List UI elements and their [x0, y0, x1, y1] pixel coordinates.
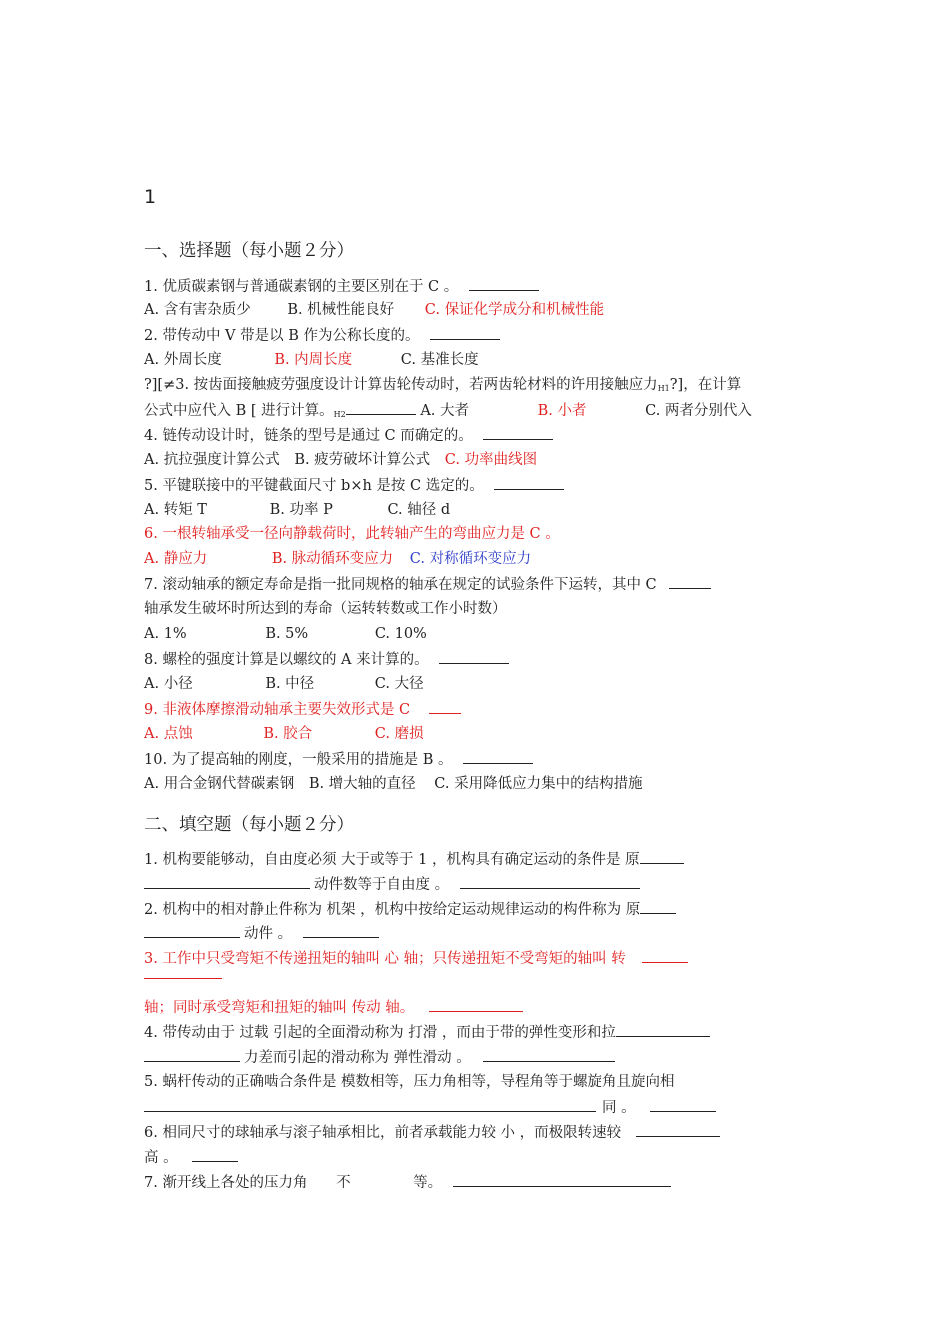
q10-text: 10. 为了提高轴的刚度，一般采用的措施是 B 。 — [144, 752, 453, 768]
choice-q8-options — [144, 674, 424, 694]
fill-section-title: 二、填空题（每小题２分） — [144, 815, 354, 835]
f3-text-1: 3. 工作中只受弯矩不传递扭矩的轴叫 心 轴；只传递扭矩不受弯矩的轴叫 转 — [144, 951, 626, 967]
q1-option-a: A. 含有害杂质少 — [144, 302, 251, 318]
q10-option-a: A. 用合金钢代替碳素钢 — [144, 776, 295, 792]
f1-blank-3 — [460, 874, 640, 889]
q9-option-c: C. 磨损 — [374, 726, 424, 742]
q7-blank — [669, 574, 711, 589]
q8-blank — [439, 649, 509, 664]
q7-text-1: 7. 滚动轴承的额定寿命是指一批同规格的轴承在规定的试验条件下运转，其中 C — [144, 577, 657, 593]
q5-option-b: B. 功率 P — [269, 502, 333, 518]
q2-option-a: A. 外周长度 — [144, 352, 222, 368]
f7-text-1: 7. 渐开线上各处的压力角 — [144, 1175, 308, 1191]
fill-q4-line2 — [144, 1047, 615, 1068]
f6-blank-1 — [636, 1122, 720, 1137]
q3-text-2: ?]，在计算 — [669, 377, 742, 393]
q5-option-a: A. 转矩 T — [144, 502, 207, 518]
q3-text-3: 公式中应代入 B [ 进行计算。 — [144, 403, 334, 419]
choice-q3-line1 — [144, 375, 741, 399]
f3-blank-2 — [144, 978, 222, 979]
fill-q5-line2 — [144, 1097, 716, 1118]
f4-blank-1 — [616, 1022, 710, 1037]
q1-option-b: B. 机械性能良好 — [287, 302, 395, 318]
choice-q7-line1 — [144, 574, 711, 595]
f4-blank-2 — [144, 1047, 240, 1062]
q6-option-b: B. 脉动循环变应力 — [271, 551, 394, 567]
choice-q5 — [144, 475, 564, 496]
f2-blank-3 — [303, 923, 379, 938]
fill-q6-line2 — [144, 1147, 238, 1168]
choice-q1-options — [144, 300, 604, 320]
q2-option-b: B. 内周长度 — [274, 352, 353, 368]
f1-text-1: 1. 机构要能够动，自由度必须 大于或等于 1 ，机构具有确定运动的条件是 原 — [144, 852, 640, 868]
f6-blank-2 — [192, 1147, 238, 1162]
f6-text-2: 高 。 — [144, 1150, 178, 1166]
choice-q3-line2 — [144, 400, 752, 425]
fill-q3-line1 — [144, 948, 688, 969]
f7-blank — [453, 1172, 671, 1187]
q3-blank — [346, 400, 416, 415]
fill-q4-line1 — [144, 1022, 710, 1043]
fill-q3-line2 — [144, 997, 523, 1018]
choice-q9 — [144, 699, 461, 720]
q3-option-a: A. 大者 — [420, 403, 470, 419]
q8-option-c: C. 大径 — [374, 676, 424, 692]
q8-option-b: B. 中径 — [265, 676, 315, 692]
f2-blank-2 — [144, 923, 240, 938]
q4-option-b: B. 疲劳破坏计算公式 — [294, 452, 431, 468]
choice-q10-options — [144, 774, 643, 794]
fill-q6-line1 — [144, 1122, 720, 1143]
q1-option-c: C. 保证化学成分和机械性能 — [424, 302, 605, 318]
fill-q2-line1 — [144, 899, 676, 920]
q9-option-a: A. 点蚀 — [144, 726, 193, 742]
f5-blank-2 — [650, 1097, 716, 1112]
fill-q1-line2 — [144, 874, 640, 895]
f7-text-3: 等。 — [413, 1175, 443, 1191]
q3-option-b: B. 小者 — [537, 403, 587, 419]
q9-blank — [429, 699, 461, 714]
f4-blank-3 — [483, 1047, 615, 1062]
q4-text: 4. 链传动设计时，链条的型号是通过 C 而确定的。 — [144, 428, 473, 444]
q1-blank — [469, 276, 539, 291]
fill-q2-line2 — [144, 923, 379, 944]
choice-q2 — [144, 325, 500, 346]
q5-text: 5. 平键联接中的平键截面尺寸 b×h 是按 C 选定的。 — [144, 478, 484, 494]
choice-q5-options — [144, 500, 450, 520]
q8-text: 8. 螺栓的强度计算是以螺纹的 A 来计算的。 — [144, 652, 429, 668]
q3-sub-h2: H2 — [333, 410, 346, 419]
f3-blank-1 — [642, 948, 688, 963]
choice-q1 — [144, 276, 539, 297]
q5-option-c: C. 轴径 d — [387, 502, 451, 518]
choice-q10 — [144, 749, 533, 770]
choice-q4 — [144, 425, 553, 446]
f5-text-2: 同 。 — [602, 1100, 636, 1116]
f2-text-1: 2. 机构中的相对静止件称为 机架 ，机构中按给定运动规律运动的构件称为 原 — [144, 902, 641, 918]
q6-text: 6. 一根转轴承受一径向静载荷时，此转轴产生的弯曲应力是 C 。 — [144, 526, 560, 542]
f3-blank-3 — [429, 997, 523, 1012]
q3-text-1: ?][≠3. 按齿面接触疲劳强度设计计算齿轮传动时，若两齿轮材料的许用接触应力 — [144, 377, 658, 393]
fill-q1-line1 — [144, 849, 684, 870]
q8-option-a: A. 小径 — [144, 676, 193, 692]
q10-blank — [463, 749, 533, 764]
q6-option-a: A. 静应力 — [144, 551, 208, 567]
q1-text: 1. 优质碳素钢与普通碳素钢的主要区别在于 C 。 — [144, 279, 459, 295]
q6-option-c: C. 对称循环变应力 — [409, 551, 532, 567]
choice-q9-options — [144, 724, 424, 744]
f5-text-1: 5. 蜗杆传动的正确啮合条件是 模数相等，压力角相等，导程角等于螺旋角且旋向相 — [144, 1074, 675, 1090]
q4-option-a: A. 抗拉强度计算公式 — [144, 452, 280, 468]
q2-option-c: C. 基准长度 — [400, 352, 479, 368]
choice-q6-options — [144, 549, 531, 569]
q9-text: 9. 非液体摩擦滑动轴承主要失效形式是 C — [144, 702, 411, 718]
q10-option-b: B. 增大轴的直径 — [308, 776, 416, 792]
choice-section-title: 一、选择题（每小题２分） — [144, 241, 354, 261]
choice-q6 — [144, 524, 560, 544]
f7-text-2: 不 — [336, 1175, 351, 1191]
q4-blank — [483, 425, 553, 440]
fill-q7 — [144, 1172, 671, 1193]
q9-option-b: B. 胶合 — [263, 726, 313, 742]
q3-option-c: C. 两者分别代入 — [645, 403, 752, 419]
f1-blank-1 — [640, 849, 684, 864]
choice-q4-options — [144, 450, 537, 470]
q2-blank — [430, 325, 500, 340]
q7-text-2: 轴承发生破坏时所达到的寿命（运转转数或工作小时数） — [144, 601, 507, 617]
f4-text-2: 力差而引起的滑动称为 弹性滑动 。 — [244, 1050, 471, 1066]
q7-option-a: A. 1% — [144, 626, 187, 642]
choice-q7-line2 — [144, 599, 507, 619]
q4-option-c: C. 功率曲线图 — [444, 452, 538, 468]
f3-text-2: 轴；同时承受弯矩和扭矩的轴叫 传动 轴。 — [144, 1000, 415, 1016]
q7-option-c: C. 10% — [374, 626, 427, 642]
choice-q8 — [144, 649, 509, 670]
q7-option-b: B. 5% — [265, 626, 309, 642]
f5-blank-1 — [144, 1097, 596, 1112]
choice-q7-options — [144, 624, 427, 644]
f4-text-1: 4. 带传动由于 过载 引起的全面滑动称为 打滑 ，而由于带的弹性变形和拉 — [144, 1025, 616, 1041]
q5-blank — [494, 475, 564, 490]
f6-text-1: 6. 相同尺寸的球轴承与滚子轴承相比，前者承载能力较 小 ，而极限转速较 — [144, 1125, 622, 1141]
choice-q2-options — [144, 350, 479, 370]
fill-q5-line1 — [144, 1072, 675, 1092]
page-number: 1 — [144, 186, 157, 208]
f1-blank-2 — [144, 874, 310, 889]
q3-sub-h1: H1 — [657, 384, 670, 393]
q10-option-c: C. 采用降低应力集中的结构措施 — [434, 776, 643, 792]
f2-blank-1 — [640, 899, 676, 914]
f2-text-2: 动件 。 — [244, 926, 293, 942]
q2-text: 2. 带传动中 V 带是以 B 作为公称长度的。 — [144, 328, 420, 344]
f1-text-2: 动件数等于自由度 。 — [314, 877, 450, 893]
